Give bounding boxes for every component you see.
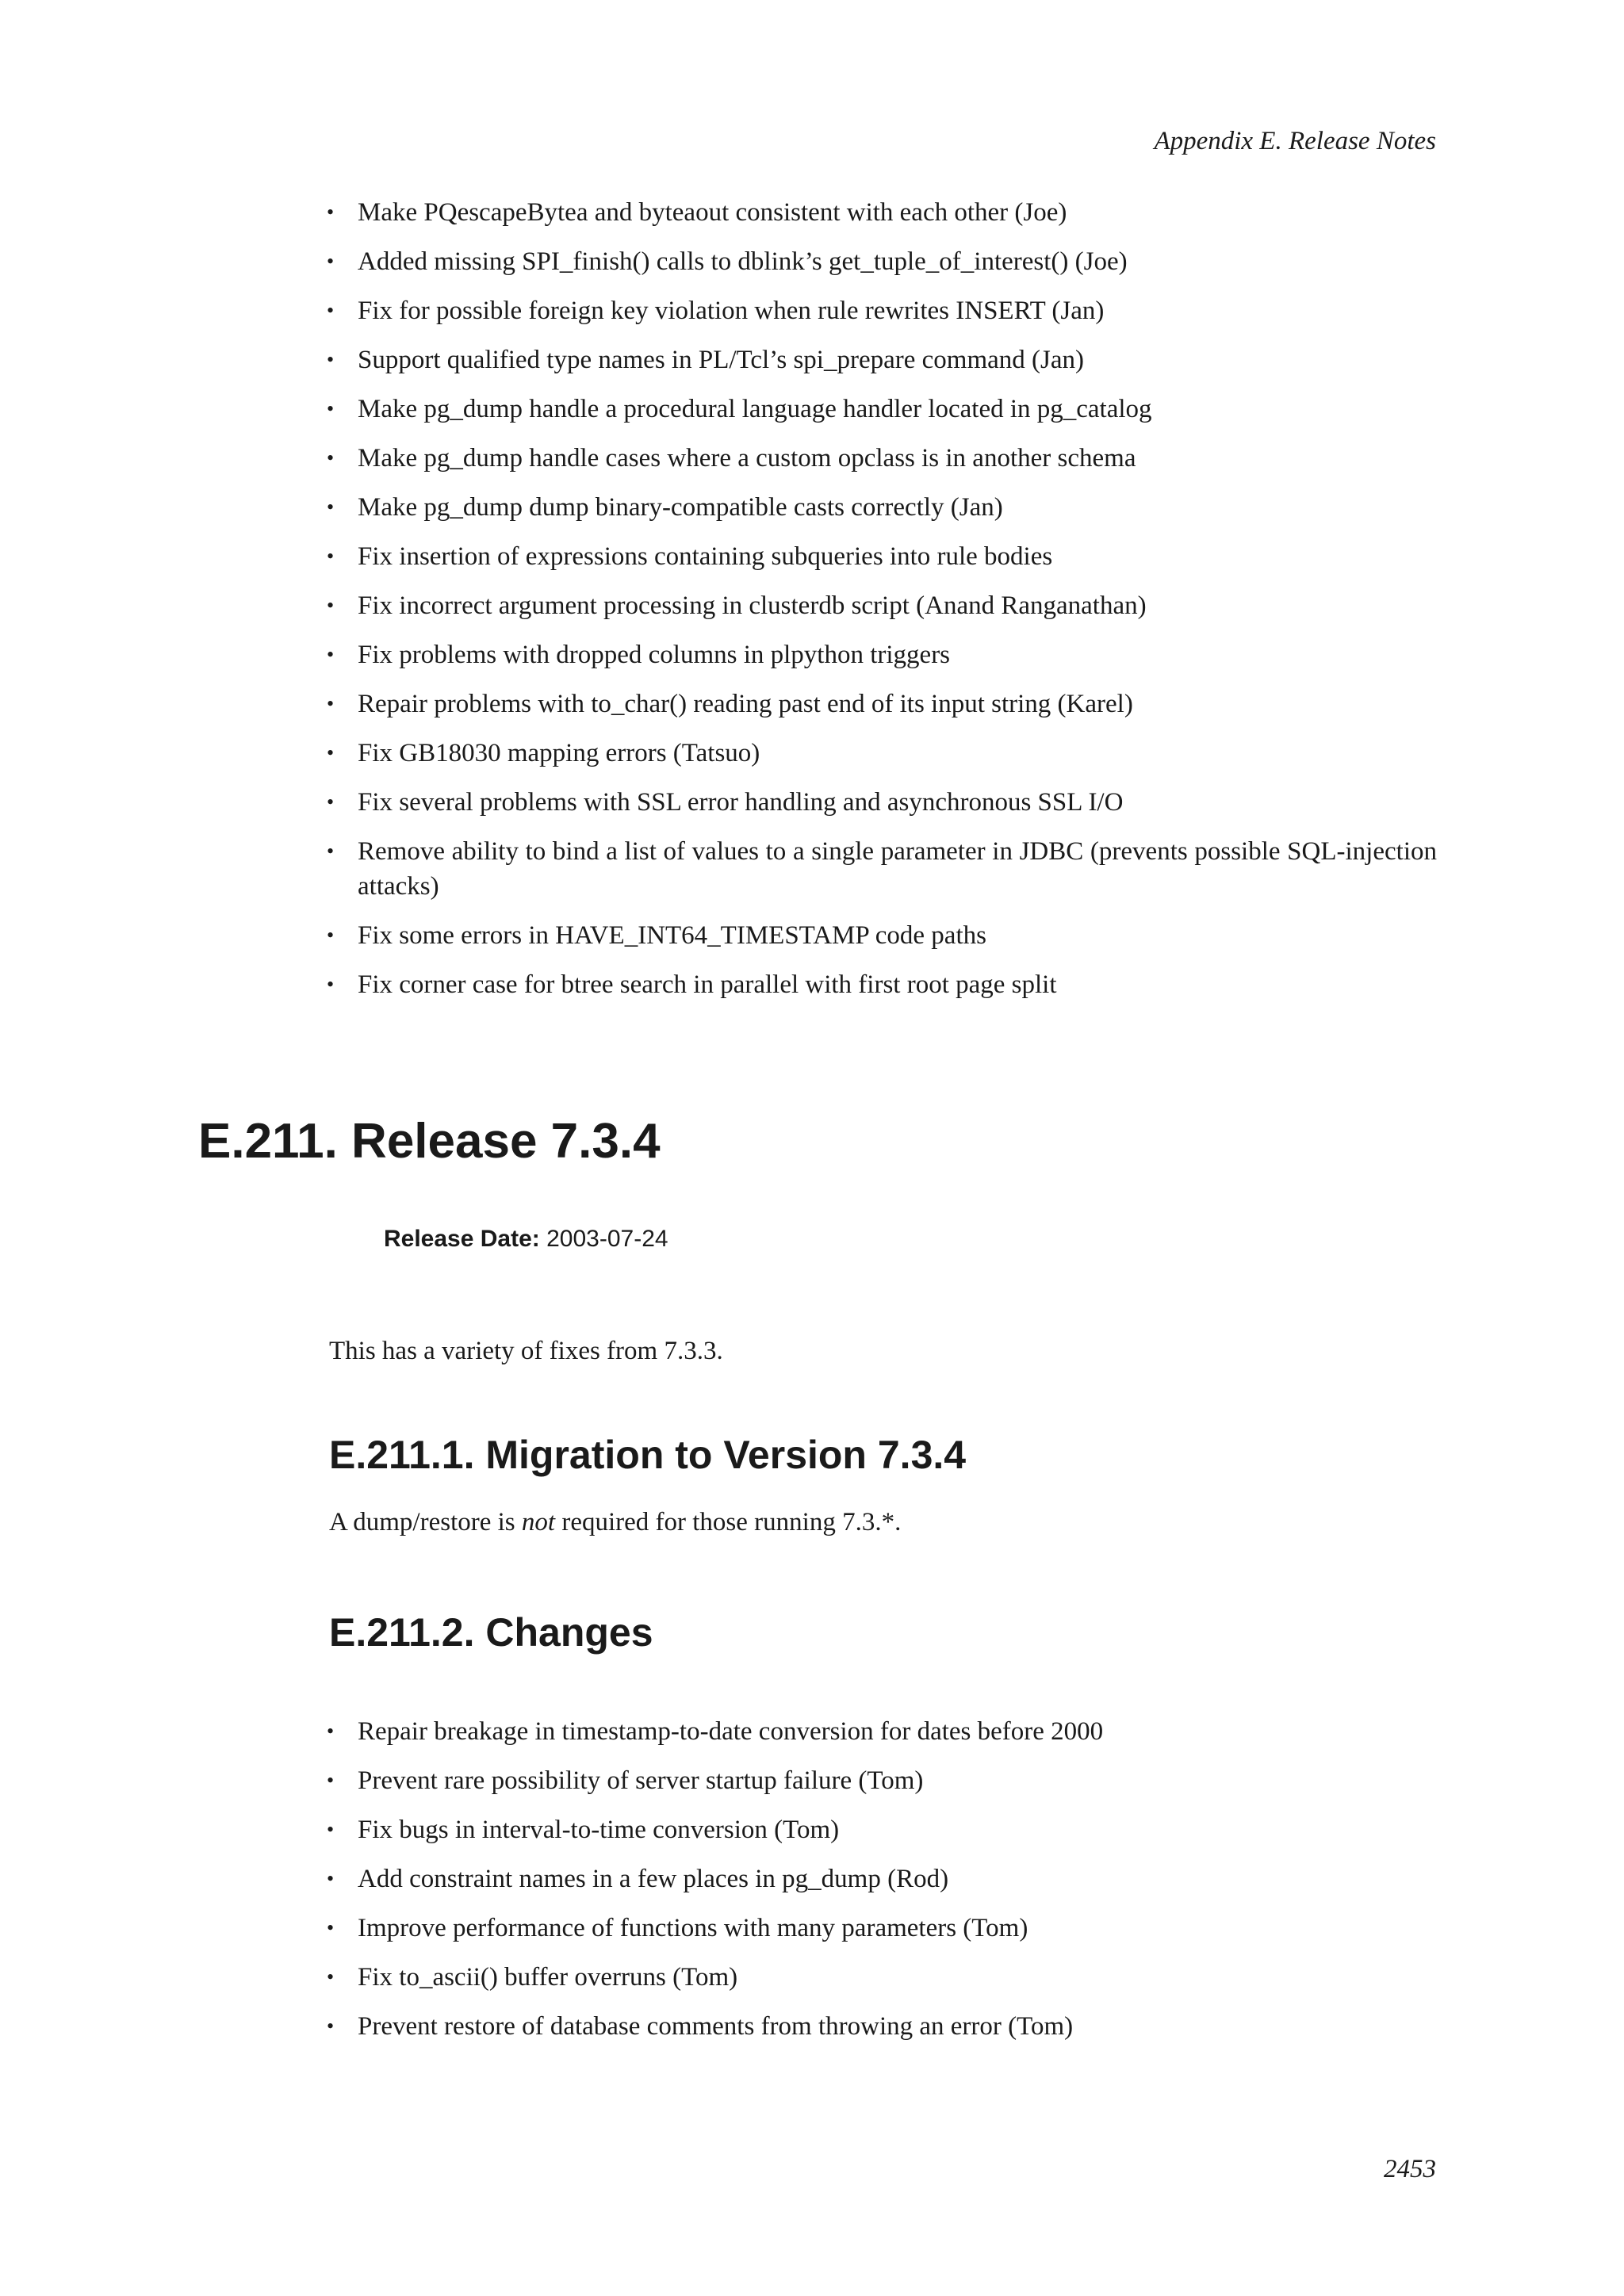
list-item [327,490,1437,525]
release-items-list [327,195,1437,1016]
list-item-text: Repair problems with to_char() reading past end of its input string (Karel) [358,690,1133,718]
bullet-icon: • [327,545,335,568]
list-item [327,539,1437,574]
migration-title: E.211.1. Migration to Version 7.3.4 [329,1433,967,1477]
bullet-icon: • [327,496,335,519]
bullet-icon: • [327,1867,335,1890]
list-item-text: Fix GB18030 mapping errors (Tatsuo) [358,739,760,767]
list-item [327,918,1437,953]
list-item-text: Support qualified type names in PL/Tcl’s spi_prepare command (Jan) [358,346,1084,374]
migration-text-after: required for those running 7.3.*. [555,1508,902,1536]
list-item [327,1911,1437,1946]
list-item [327,967,1437,1002]
bullet-icon: • [327,1720,335,1743]
running-header: Appendix E. Release Notes [1154,127,1436,155]
release-date-value: 2003-07-24 [546,1226,668,1252]
list-item-text: Prevent rare possibility of server startup failure (Tom) [358,1766,924,1795]
list-item-text: Fix incorrect argument processing in clusterdb script (Anand Ranganathan) [358,591,1147,620]
list-item [327,342,1437,377]
bullet-icon: • [327,643,335,666]
list-item-text: Added missing SPI_finish() calls to dblink’s get_tuple_of_interest() (Joe) [358,247,1128,276]
bullet-icon: • [327,1818,335,1841]
list-item-text: Fix insertion of expressions containing subqueries into rule bodies [358,542,1053,571]
section-title: E.211. Release 7.3.4 [198,1114,661,1169]
page-number: 2453 [1384,2155,1436,2183]
list-item [327,687,1437,721]
list-item-text: Prevent restore of database comments from throwing an error (Tom) [358,2012,1074,2041]
list-item [327,244,1437,279]
list-item [327,785,1437,820]
list-item [327,1763,1437,1798]
list-item-text: Fix to_ascii() buffer overruns (Tom) [358,1963,738,1992]
list-item [327,588,1437,623]
bullet-icon: • [327,397,335,420]
list-item [327,441,1437,476]
bullet-icon: • [327,973,335,996]
section-intro: This has a variety of fixes from 7.3.3. [329,1337,723,1365]
migration-text-emphasis: not [521,1508,556,1536]
list-item-text: Repair breakage in timestamp-to-date conversion for dates before 2000 [358,1717,1104,1746]
list-item [327,1960,1437,1995]
bullet-icon: • [327,741,335,764]
list-item-text: Add constraint names in a few places in pg_dump (Rod) [358,1865,949,1893]
bullet-icon: • [327,299,335,322]
list-item [327,1714,1437,1749]
release-date [384,1226,668,1253]
list-item-text: Make pg_dump handle a procedural language handler located in pg_catalog [358,395,1152,423]
list-item-text: Fix bugs in interval-to-time conversion (Tom) [358,1816,840,1844]
list-item-text: Make pg_dump dump binary-compatible casts correctly (Jan) [358,493,1003,522]
bullet-icon: • [327,348,335,371]
list-item [327,392,1437,427]
release-date-label: Release Date: [384,1226,540,1252]
changes-title: E.211.2. Changes [329,1610,653,1655]
bullet-icon: • [327,1965,335,1988]
bullet-icon: • [327,446,335,469]
bullet-icon: • [327,692,335,715]
bullet-icon: • [327,250,335,273]
migration-text [329,1508,901,1537]
bullet-icon: • [327,2015,335,2038]
list-item-text: Fix corner case for btree search in parallel with first root page split [358,970,1057,999]
changes-list [327,1714,1437,2058]
list-item [327,195,1437,230]
bullet-icon: • [327,1769,335,1792]
list-item-text: Make pg_dump handle cases where a custom opclass is in another schema [358,444,1136,473]
list-item-text: Fix for possible foreign key violation when rule rewrites INSERT (Jan) [358,297,1105,325]
list-item-text: Improve performance of functions with many parameters (Tom) [358,1914,1028,1942]
list-item-text: Fix problems with dropped columns in plpython triggers [358,641,951,669]
list-item [327,1812,1437,1847]
bullet-icon: • [327,1916,335,1939]
list-item [327,2009,1437,2044]
list-item [327,834,1437,904]
bullet-icon: • [327,594,335,617]
migration-text-before: A dump/restore is [329,1508,522,1536]
list-item-text: Remove ability to bind a list of values to a single parameter in JDBC (prevents possible SQL-injection attacks) [358,837,1437,901]
list-item-text: Fix some errors in HAVE_INT64_TIMESTAMP code paths [358,921,986,950]
list-item [327,736,1437,771]
list-item [327,293,1437,328]
bullet-icon: • [327,201,335,224]
list-item-text: Fix several problems with SSL error handling and asynchronous SSL I/O [358,788,1124,817]
list-item [327,1862,1437,1896]
list-item-text: Make PQescapeBytea and byteaout consistent with each other (Joe) [358,198,1067,227]
bullet-icon: • [327,924,335,947]
bullet-icon: • [327,790,335,813]
bullet-icon: • [327,840,335,863]
list-item [327,637,1437,672]
